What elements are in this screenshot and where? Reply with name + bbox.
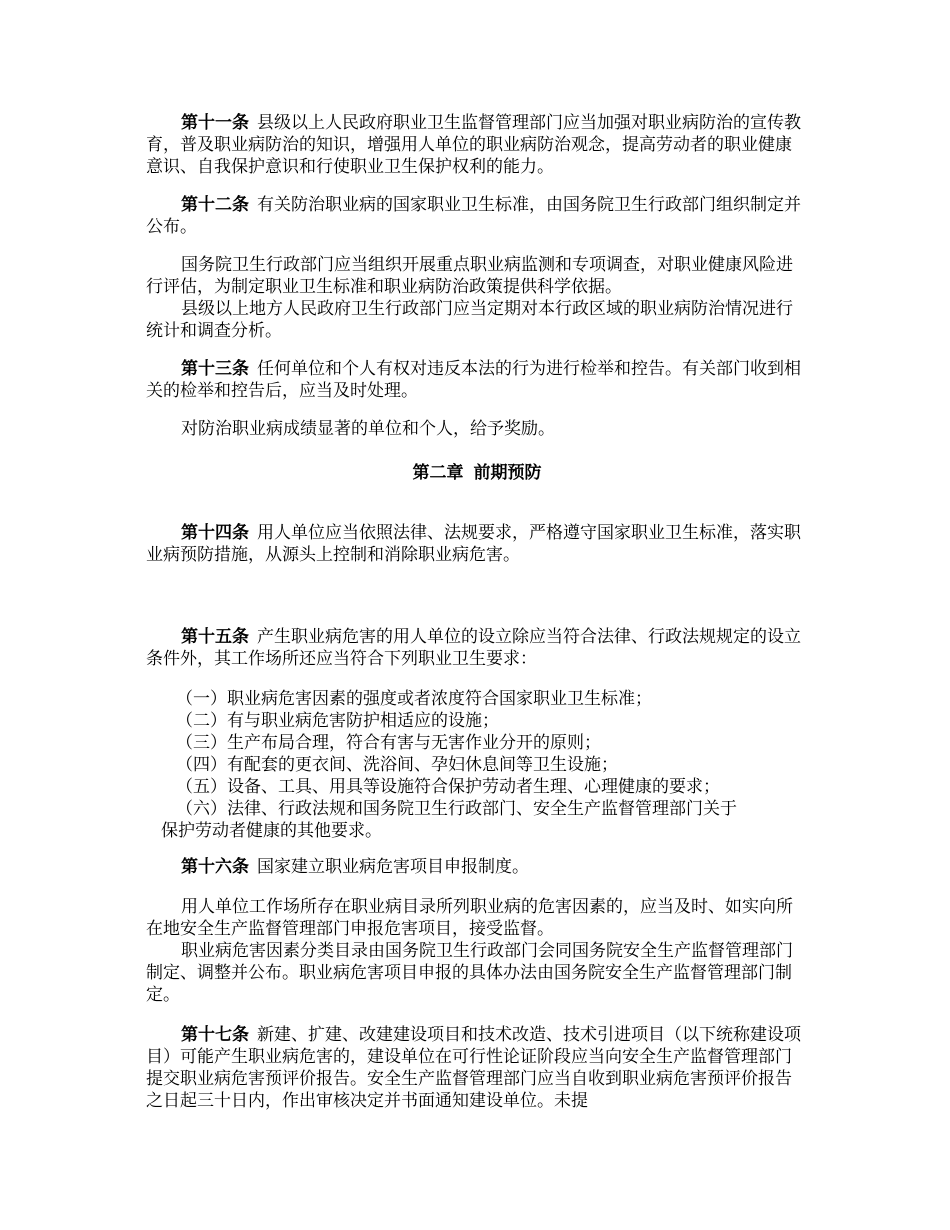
article-label: 第十七条: [181, 1025, 249, 1045]
list-item: （四）有配套的更衣间、洗浴间、孕妇休息间等卫生设施；: [176, 755, 618, 775]
article-label: 第十六条: [181, 857, 249, 877]
article-text: 县级以上人民政府职业卫生监督管理部门应当加强对职业病防治的宣传教育，普及职业病防治的知识，增强用人单位的职业病防治观念，提高劳动者的职业健康意识、自我保护意识和行使职业卫生保护权利的能力。: [146, 113, 801, 177]
paragraph: 对防治职业病成绩显著的单位和个人，给予奖励。: [181, 419, 555, 439]
article-text: 任何单位和个人有权对违反本法的行为进行检举和控告。有关部门收到相关的检举和控告后，应当及时处理。: [146, 359, 801, 401]
chapter-number: 第二章: [412, 463, 464, 483]
requirements-list: [161, 688, 823, 842]
list-item: （六）法律、行政法规和国务院卫生行政部门、安全生产监督管理部门关于: [176, 799, 737, 819]
chapter-title: 前期预防: [473, 463, 542, 483]
article-label: 第十一条: [181, 113, 249, 133]
paragraph: 县级以上地方人民政府卫生行政部门应当定期对本行政区域的职业病防治情况进行统计和调查分析。: [146, 299, 793, 341]
list-item: （三）生产布局合理，符合有害与无害作业分开的原则；: [176, 733, 601, 753]
article-label: 第十五条: [181, 627, 249, 647]
article-11: [146, 112, 808, 178]
paragraph: 国务院卫生行政部门应当组织开展重点职业病监测和专项调查，对职业健康风险进行评估，为制定职业卫生标准和职业病防治政策提供科学依据。: [146, 255, 793, 297]
list-item: （五）设备、工具、用具等设施符合保护劳动者生理、心理健康的要求；: [176, 777, 720, 797]
article-text: 产生职业病危害的用人单位的设立除应当符合法律、行政法规规定的设立条件外，其工作场所还应当符合下列职业卫生要求：: [146, 627, 801, 669]
paragraph: 职业病危害因素分类目录由国务院卫生行政部门会同国务院安全生产监督管理部门制定、调整并公布。职业病危害项目申报的具体办法由国务院安全生产监督管理部门制定。: [146, 941, 793, 1005]
article-13: [146, 358, 808, 402]
list-item: （一）职业病危害因素的强度或者浓度符合国家职业卫生标准；: [176, 689, 652, 709]
article-label: 第十二条: [181, 195, 249, 215]
article-12: [146, 194, 808, 238]
article-17: [146, 1024, 808, 1112]
article-label: 第十三条: [181, 359, 249, 379]
article-14: [146, 522, 808, 566]
article-label: 第十四条: [181, 523, 249, 543]
article-text: 用人单位应当依照法律、法规要求，严格遵守国家职业卫生标准，落实职业病预防措施，从源头上控制和消除职业病危害。: [146, 523, 801, 565]
list-item: （二）有与职业病危害防护相适应的设施；: [176, 711, 499, 731]
article-15: [146, 626, 808, 670]
chapter-heading: [146, 462, 808, 484]
article-16: [146, 856, 808, 878]
list-item: 保护劳动者健康的其他要求。: [161, 821, 382, 841]
article-text: 有关防治职业病的国家职业卫生标准，由国务院卫生行政部门组织制定并公布。: [146, 195, 801, 237]
article-text: 新建、扩建、改建建设项目和技术改造、技术引进项目（以下统称建设项目）可能产生职业病危害的，建设单位在可行性论证阶段应当向安全生产监督管理部门提交职业病危害预评价报告。安全生产监督管理部门应当自收到职业病危害预评价报告之日起三十日内，作出审核决定并书面通知建设单位。未提: [146, 1025, 801, 1111]
paragraph: 用人单位工作场所存在职业病目录所列职业病的危害因素的，应当及时、如实向所在地安全生产监督管理部门申报危害项目，接受监督。: [146, 897, 793, 939]
article-text: 国家建立职业病危害项目申报制度。: [257, 857, 529, 877]
